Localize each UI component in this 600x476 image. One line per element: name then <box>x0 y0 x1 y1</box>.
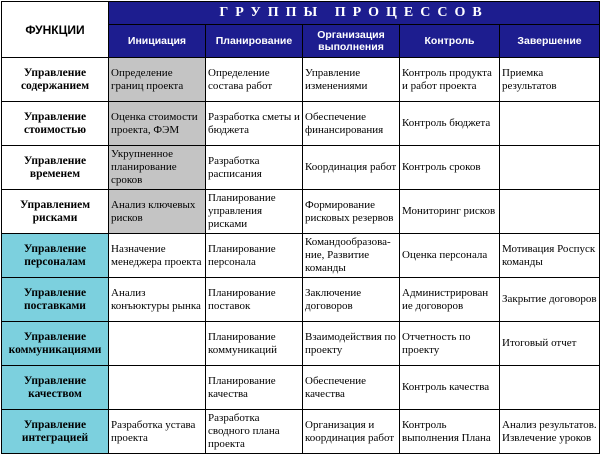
row-header-scope: Управление содержанием <box>2 58 109 102</box>
row-header-risk: Управлением рисками <box>2 190 109 234</box>
table-row <box>2 146 600 190</box>
table-cell: Заключение договоров <box>303 278 400 322</box>
row-header-quality: Управление качеством <box>2 366 109 410</box>
table-cell <box>109 322 206 366</box>
column-header-execution: Организация выполнения <box>303 25 400 58</box>
table-cell: Контроль сроков <box>400 146 500 190</box>
table-cell <box>109 366 206 410</box>
table-cell: Отчетность по проекту <box>400 322 500 366</box>
table-cell: Планирование поставок <box>206 278 303 322</box>
row-header-communications: Управление коммуникациями <box>2 322 109 366</box>
table-cell: Разработка устава проекта <box>109 410 206 454</box>
table-cell <box>500 366 600 410</box>
table-cell <box>500 102 600 146</box>
process-groups-banner: ГРУППЫ ПРОЦЕССОВ <box>109 2 600 25</box>
table-cell: Планирование управления рисками <box>206 190 303 234</box>
column-header-initiation: Инициация <box>109 25 206 58</box>
table-cell: Обеспечение качества <box>303 366 400 410</box>
table-cell: Назначение менеджера проекта <box>109 234 206 278</box>
table-row <box>2 278 600 322</box>
table-row <box>2 190 600 234</box>
table-cell: Закрытие договоров <box>500 278 600 322</box>
table-cell: Определение границ проекта <box>109 58 206 102</box>
table-cell: Оценка персонала <box>400 234 500 278</box>
table-cell: Командообразова-ние, Развитие команды <box>303 234 400 278</box>
table-row <box>2 58 600 102</box>
table-row <box>2 366 600 410</box>
table-cell: Контроль качества <box>400 366 500 410</box>
table-cell: Организация и координация работ <box>303 410 400 454</box>
table-cell: Контроль продукта и работ проекта <box>400 58 500 102</box>
table-cell <box>500 190 600 234</box>
row-header-cost: Управление стоимостью <box>2 102 109 146</box>
table-cell: Формирование рисковых резервов <box>303 190 400 234</box>
table-cell: Мотивация Роспуск команды <box>500 234 600 278</box>
row-header-time: Управление временем <box>2 146 109 190</box>
table-row <box>2 234 600 278</box>
table-row <box>2 410 600 454</box>
table-cell: Анализ результатов. Извлечение уроков <box>500 410 600 454</box>
table-cell: Укрупненное планирование сроков <box>109 146 206 190</box>
table-cell: Приемка результатов <box>500 58 600 102</box>
table-cell: Планирование коммуникаций <box>206 322 303 366</box>
column-header-closing: Завершение <box>500 25 600 58</box>
row-header-procurement: Управление поставками <box>2 278 109 322</box>
table-row <box>2 322 600 366</box>
table-cell: Планирование качества <box>206 366 303 410</box>
row-header-integration: Управление интеграцией <box>2 410 109 454</box>
row-header-personnel: Управление персоналам <box>2 234 109 278</box>
table-row <box>2 102 600 146</box>
functions-corner-header: ФУНКЦИИ <box>2 2 109 58</box>
table-cell: Взаимодействия по проекту <box>303 322 400 366</box>
process-matrix-table <box>1 1 600 454</box>
column-header-control: Контроль <box>400 25 500 58</box>
table-cell: Разработка сметы и бюджета <box>206 102 303 146</box>
table-cell: Обеспечение финансирования <box>303 102 400 146</box>
table-cell <box>500 146 600 190</box>
column-header-planning: Планирование <box>206 25 303 58</box>
table-cell: Итоговый отчет <box>500 322 600 366</box>
table-cell: Координация работ <box>303 146 400 190</box>
table-cell: Определение состава работ <box>206 58 303 102</box>
table-cell: Управление изменениями <box>303 58 400 102</box>
table-cell: Планирование персонала <box>206 234 303 278</box>
table-cell: Разработка сводного плана проекта <box>206 410 303 454</box>
table-cell: Контроль выполнения Плана <box>400 410 500 454</box>
table-cell: Мониторинг рисков <box>400 190 500 234</box>
table-cell: Разработка расписания <box>206 146 303 190</box>
banner-row <box>2 2 600 25</box>
table-cell: Администрирован ие договоров <box>400 278 500 322</box>
table-cell: Анализ конъюктуры рынка <box>109 278 206 322</box>
table-cell: Контроль бюджета <box>400 102 500 146</box>
table-cell: Оценка стоимости проекта, ФЭМ <box>109 102 206 146</box>
table-cell: Анализ ключевых рисков <box>109 190 206 234</box>
